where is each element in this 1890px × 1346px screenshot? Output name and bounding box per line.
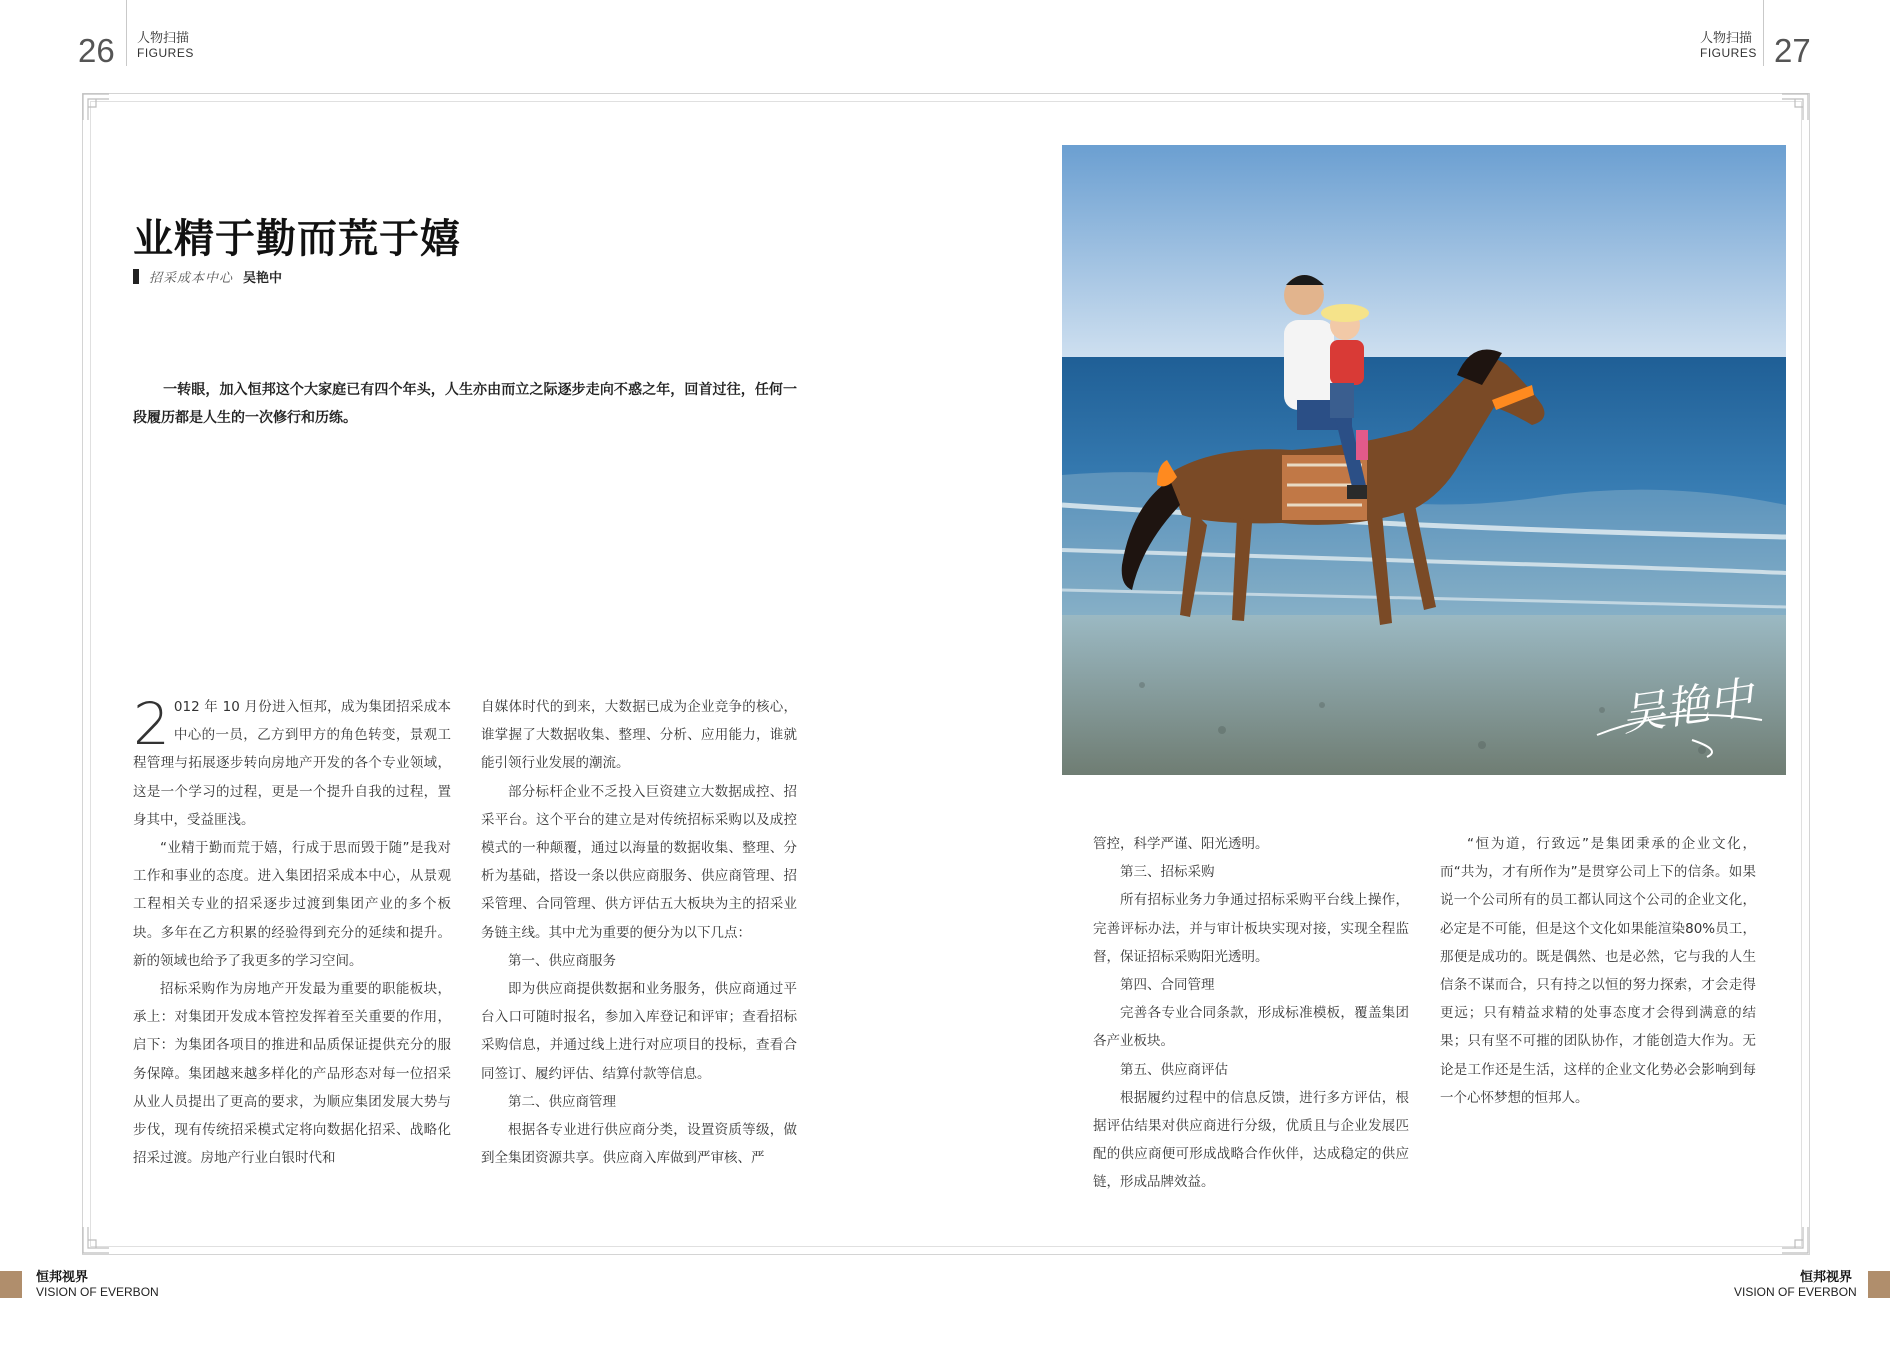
right-section-title: 人物扫描 (1700, 31, 1753, 46)
footer-magazine-name: 恒邦视界 (1800, 1270, 1853, 1285)
lead-paragraph (133, 376, 797, 432)
body-column-1 (133, 690, 451, 1172)
frame-corner-ornament (1781, 1226, 1809, 1254)
byline (133, 267, 282, 286)
footer-magazine-name-en: VISION OF EVERBON (1734, 1285, 1857, 1299)
body-column-4 (1440, 830, 1756, 1112)
paragraph: 即为供应商提供数据和业务服务，供应商通过平台入口可随时报名，参加入库登记和评审；查看招标采购信息，并通过线上进行对应项目的投标，查看合同签订、履约评估、结算付款等信息。 (481, 981, 797, 1082)
paragraph: “恒为道，行致远”是集团秉承的企业文化，而“共为，才有所作为”是贯穿公司上下的信条。如果说一个公司所有的员工都认同这个公司的企业文化，必定是不可能，但是这个文化如果能渲染80%员工，那便是成功的。既是偶然、也是必然，它与我的人生信条不谋而合，只有持之以恒的努力探索，才会走得更远；只有精益求精的处事态度才会得到满意的结果；只有坚不可摧的团队协作，才能创造大作为。无论是工作还是生活，这样的企业文化势必会影响到每一个心怀梦想的恒邦人。 (1440, 836, 1756, 1106)
right-section-subtitle: FIGURES (1700, 46, 1757, 60)
article-title: 业精于勤而荒于嬉 (133, 216, 461, 262)
left-page-number: 26 (78, 32, 115, 69)
footer-accent-bar (0, 1271, 22, 1298)
right-header-divider (1763, 0, 1764, 66)
paragraph: 所有招标业务力争通过招标采购平台线上操作，完善评标办法，并与审计板块实现对接，实现全程监督，保证招标采购阳光透明。 (1093, 892, 1409, 965)
footer-accent-bar (1868, 1271, 1890, 1298)
paragraph: 根据履约过程中的信息反馈，进行多方评估，根据评估结果对供应商进行分级，优质且与企业发展匹配的供应商便可形成战略合作伙伴，达成稳定的供应链，形成品牌效益。 (1093, 1089, 1409, 1191)
paragraph: 根据各专业进行供应商分类，设置资质等级，做到全集团资源共享。供应商入库做到严审核、严 (481, 1122, 797, 1167)
paragraph: 管控，科学严谨、阳光透明。 (1093, 836, 1269, 852)
left-section-title: 人物扫描 (137, 31, 190, 46)
subheading: 第二、供应商管理 (508, 1093, 616, 1110)
paragraph: “业精于勤而荒于嬉，行成于思而毁于随”是我对工作和事业的态度。进入集团招采成本中心，从景观工程相关专业的招采逐步过渡到集团产业的多个板块。多年在乙方积累的经验得到充分的延续和提升。新的领域也给予了我更多的学习空间。 (133, 840, 451, 969)
drop-cap: 2 (133, 690, 170, 758)
subheading: 第一、供应商服务 (508, 952, 616, 969)
photo-signature: 吴艳中 (1618, 672, 1757, 742)
left-header-divider (126, 0, 127, 66)
left-section-subtitle: FIGURES (137, 46, 194, 60)
body-column-2 (481, 693, 797, 1172)
byline-marker (133, 269, 139, 284)
paragraph: 部分标杆企业不乏投入巨资建立大数据成控、招采平台。这个平台的建立是对传统招标采购以及成控模式的一种颠覆，通过以海量的数据收集、整理、分析为基础，搭设一条以供应商服务、供应商管理、招采管理、合同管理、供方评估五大板块为主的招采业务链主线。其中尤为重要的便分为以下几点： (481, 783, 797, 941)
byline-department: 招采成本中心 (149, 271, 234, 286)
frame-corner-ornament (1781, 93, 1809, 121)
beach-horse-photo (1062, 145, 1786, 775)
right-page-number: 27 (1774, 32, 1811, 69)
subheading: 第四、合同管理 (1120, 977, 1215, 994)
footer-magazine-name-en: VISION OF EVERBON (36, 1285, 159, 1299)
lead-text: 一转眼，加入恒邦这个大家庭已有四个年头，人生亦由而立之际逐步走向不惑之年，回首过往，任何一段履历都是人生的一次修行和历练。 (133, 382, 797, 426)
frame-corner-ornament (82, 93, 110, 121)
body-column-3 (1093, 830, 1409, 1197)
paragraph: 完善各专业合同条款，形成标准模板，覆盖集团各产业板块。 (1093, 1005, 1409, 1050)
paragraph: 2 012 年 10 月份进入恒邦，成为集团招采成本中心的一员，乙方到甲方的角色转变，景观工程管理与拓展逐步转向房地产开发的各个专业领域，这是一个学习的过程，更是一个提升自我的过程，置身其中，受益匪浅。 (133, 690, 451, 828)
paragraph: 招标采购作为房地产开发最为重要的职能板块，承上：对集团开发成本管控发挥着至关重要的作用，启下：为集团各项目的推进和品质保证提供充分的服务保障。集团越来越多样化的产品形态对每一位招采从业人员提出了更高的要求，为顺应集团发展大势与步伐，现有传统招采模式定将向数据化招采、战略化招采过渡。房地产行业白银时代和 (133, 981, 451, 1167)
subheading: 第五、供应商评估 (1120, 1061, 1228, 1078)
article-photo (1062, 145, 1786, 775)
subheading: 第三、招标采购 (1120, 864, 1215, 881)
paragraph: 自媒体时代的到来，大数据已成为企业竞争的核心，谁掌握了大数据收集、整理、分析、应用能力，谁就能引领行业发展的潮流。 (481, 699, 797, 772)
byline-author: 吴艳中 (243, 271, 283, 286)
footer-magazine-name: 恒邦视界 (36, 1270, 89, 1285)
frame-corner-ornament (82, 1226, 110, 1254)
